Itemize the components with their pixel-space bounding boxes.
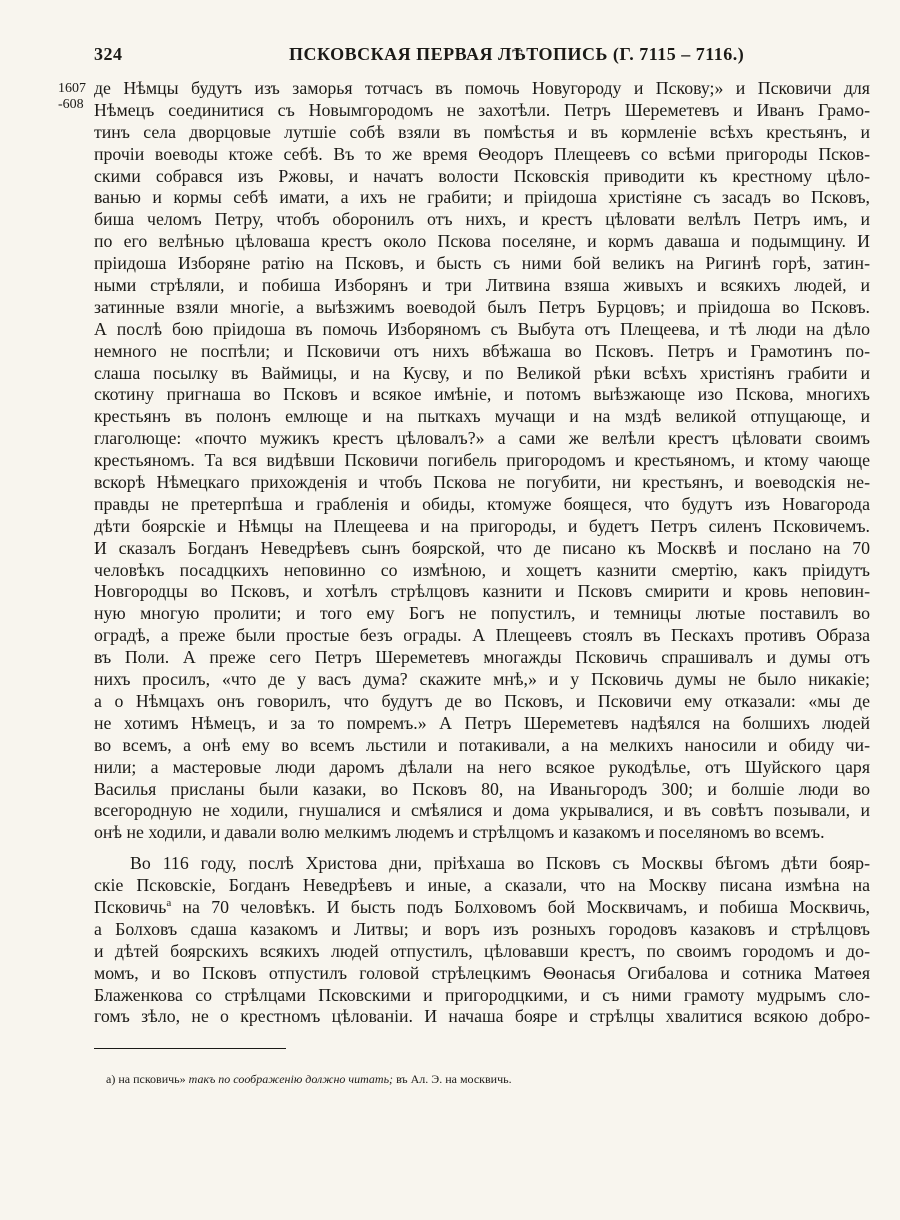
text-line: скотину пригнаша во Псковъ и всякое имѣніе, и потомъ выѣзжающе изо Пскова, многихъ (94, 384, 870, 405)
text-line: скими собрався изъ Ржовы, и начатъ волости Псковскія приводити къ крестному цѣло- (94, 165, 870, 186)
main-text (94, 78, 870, 1028)
text-line: а о Нѣмцахъ онъ говорилъ, что будутъ де во Псковъ, и Псковичи ему отказали: «мы де (94, 690, 870, 711)
text-line: Блаженкова со стрѣлцами Псковскими и пригородцкими, и съ ними грамоту мудрымъ сло- (94, 984, 870, 1005)
text-line: нили; а мастеровые люди даромъ дѣлали на него всякое рукодѣлье, отъ Шуйского царя (94, 756, 870, 777)
text-line: биша челомъ Петру, чтобъ оборонилъ отъ нихъ, и крестъ цѣловати велѣлъ Петръ имъ, и (94, 209, 870, 230)
footnote-marker[interactable]: а (166, 897, 172, 910)
text-line: а Болховъ сдаша казакомъ и Литвы; и воръ изъ розныхъ городовъ казаковъ и стрѣлцовъ (94, 918, 870, 939)
text-line: затинные взяли многіе, а выѣзжимъ воеводой былъ Петръ Бурцовъ; и пріидоша во Псковъ. (94, 296, 870, 317)
text-line: немного не поспѣли; и Псковичи отъ нихъ вбѣжаша во Псковъ. Петръ и Грамотинъ по- (94, 340, 870, 361)
footnote-text: въ Ал. Э. на москвичь. (396, 1072, 512, 1086)
text-line-with-footnote (94, 897, 870, 919)
text-line: во всемъ, а онѣ ему во всемъ льстили и потакивали, а на мелкихъ наносили и обиду чи- (94, 734, 870, 755)
page-header (94, 44, 860, 74)
text-line: ную многую пролити; и того ему Богъ не попустилъ, и темницы лютые поставилъ во (94, 603, 870, 624)
text-line: правды не претерпѣша и грабленія и обиды, ктомуже боящеся, что будутъ изъ Новагорода (94, 493, 870, 514)
text-line: глаголюще: «почто мужикъ крестъ цѣловалъ?» а сами же велѣли крестъ цѣловати своимъ (94, 428, 870, 449)
text-line: оградѣ, а преже были простые безъ ограды. А Плещеевъ стоялъ въ Пескахъ противъ Образа (94, 625, 870, 646)
text-line: И сказалъ Богданъ Неведрѣевъ сынъ боярской, что де писано къ Москвѣ и послано на 70 (94, 537, 870, 558)
text-fragment: на 70 человѣкъ. И бысть подъ Болховомъ бой Москвичамъ, и побиша Москвичь, (171, 896, 870, 917)
running-title: ПСКОВСКАЯ ПЕРВАЯ ЛѢТОПИСЬ (Г. 7115 – 7116.) (289, 44, 745, 64)
margin-year-bottom: -608 (58, 97, 84, 112)
text-line: скіе Псковскіе, Богданъ Неведрѣевъ и иные, а сказали, что на Москву писана измѣна на (94, 875, 870, 896)
text-line: А послѣ бою пріидоша въ помочь Изборяномъ съ Выбута отъ Плещеева, и тѣ люди на дѣло (94, 318, 870, 339)
text-line: вскорѣ Нѣмецкаго прихожденія и чтобъ Пскова не погубити, ни крестьянъ, и воеводскія не- (94, 472, 870, 493)
text-line: момъ, и во Псковъ отпустилъ головой стрѣлецкимъ Ѳѳонасья Огибалова и сотника Матѳея (94, 962, 870, 983)
text-line: ными стрѣляли, и побиша Изборянъ и три Литвина взяша живыхъ и всякихъ людей, и (94, 275, 870, 296)
text-line: по его велѣнью цѣловаша крестъ около Пскова поселяне, и кормъ даваша и подымщину. И (94, 231, 870, 252)
text-line: де Нѣмцы будутъ изъ заморья тотчасъ въ помочь Новугороду и Пскову;» и Псковичи для (94, 78, 870, 98)
text-line: Василья присланы были казаки, во Псковъ 80, на Иваньгородъ 300; и болшіе люди во (94, 778, 870, 799)
text-line: дѣти боярскіе и Нѣмцы на Плещеева и на пригороды, и будетъ Петръ силенъ Псковичемъ. (94, 515, 870, 536)
text-fragment: Псковичь (94, 896, 167, 917)
text-line: человѣкъ посадцкихъ неповинно со измѣною, и хощетъ казнити смертію, какъ пріидутъ (94, 559, 870, 580)
text-line: и дѣтей боярскихъ всякихъ людей отпустилъ, цѣловавши крестъ, по своимъ городомъ и до- (94, 940, 870, 961)
text-line: тинъ села дворцовые лутшіе собѣ взяли въ помѣстья и въ кормленіе всѣхъ крестьянъ, и (94, 121, 870, 142)
text-line: Новгородцы во Псковъ, и хотѣлъ стрѣлцовъ казнити и Псковъ смирити и кровь неповин- (94, 581, 870, 602)
text-line: онѣ не ходили, и давали волю мелкимъ людемъ и стрѣлцомъ и казакомъ и поселяномъ во всемъ. (94, 822, 825, 843)
paragraph-gap (94, 844, 870, 853)
text-line: прочіи воеводы ктоже себѣ. Въ то же время Ѳеодоръ Плещеевъ со всѣми пригороды Псков- (94, 143, 870, 164)
text-line: ванью и кормы себѣ имати, а ихъ не грабити; и пріидоша христіяне съ засадъ во Псковъ, (94, 187, 870, 208)
margin-year-top: 1607 (58, 81, 86, 96)
text-line: не хотимъ Нѣмецъ, и за то помремъ.» А Петръ Шереметевъ надѣялся на болшихъ людей (94, 712, 870, 733)
text-line: нихъ просилъ, «что де у васъ дума? скажите мнѣ,» и у Псковичь думы не было никакіе; (94, 669, 870, 690)
text-line: гомъ зѣло, не о крестномъ цѣлованіи. И начаша бояре и стрѣлцы хвалитися всякою добро- (94, 1006, 870, 1027)
text-line: Нѣмецъ соединитися съ Новымгородомъ не захотѣли. Петръ Шереметевъ и Иванъ Грамо- (94, 99, 870, 120)
text-line: въ Поли. А преже сего Петръ Шереметевъ многажды Псковичь спрашивалъ и думы отъ (94, 647, 870, 668)
text-line: всегородную не ходили, гнушалися и смѣялися и дома укрывалися, и въ совѣтъ позывали, и (94, 800, 870, 821)
text-line: пріидоша Изборяне ратію на Псковъ, и бысть съ ними бой великъ на Ригинѣ горѣ, затин- (94, 253, 870, 274)
footnote-mark: а) на псковичь» (106, 1072, 186, 1086)
footnote (106, 1072, 512, 1087)
page-number: 324 (94, 44, 123, 64)
text-line: слаша посылку въ Ваймицы, и на Кусву, и по Великой рѣки всѣхъ христіянъ грабити и (94, 362, 870, 383)
text-line: крестьянъ въ полонъ емлюще и на пыткахъ мучащи и на мздѣ великой отпущающе, и (94, 406, 870, 427)
footnote-divider (94, 1048, 286, 1049)
text-line: крестьяномъ. Та вся видѣвши Псковичи погибель пригородомъ и крестьяномъ, и ктому чающе (94, 450, 870, 471)
text-line: Во 116 году, послѣ Христова дни, пріѣхаша во Псковъ съ Москвы бѣгомъ дѣти бояр- (130, 853, 870, 874)
footnote-italic-text: такъ по соображенію должно читать; (188, 1072, 394, 1086)
